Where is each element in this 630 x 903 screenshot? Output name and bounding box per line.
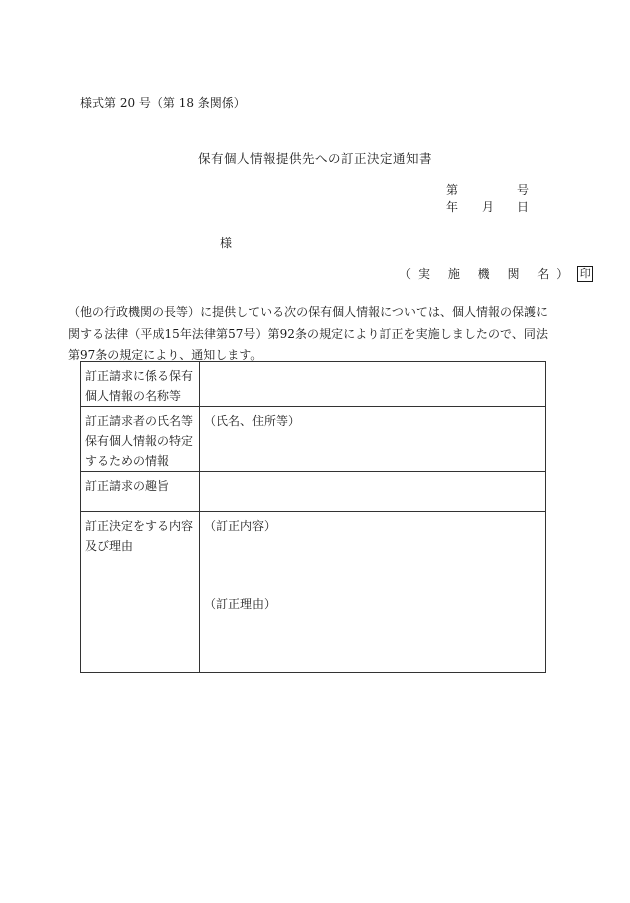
row-value-item-name bbox=[200, 362, 546, 407]
row-label-item-name: 訂正請求に係る保有個人情報の名称等 bbox=[81, 362, 200, 407]
document-title: 保有個人情報提供先への訂正決定通知書 bbox=[197, 151, 432, 166]
row-value-request-purpose bbox=[200, 472, 546, 512]
info-table bbox=[80, 361, 546, 673]
table-row bbox=[81, 472, 546, 512]
date-day-label: 日 bbox=[517, 200, 530, 214]
table-row bbox=[81, 407, 546, 472]
row-value-decision-content bbox=[200, 512, 546, 673]
form-number: 様式第 20 号（第 18 条関係） bbox=[80, 96, 246, 110]
table-row bbox=[81, 512, 546, 673]
row-label-request-purpose: 訂正請求の趣旨 bbox=[81, 472, 200, 512]
issuer-line bbox=[399, 266, 593, 282]
seal-box: 印 bbox=[577, 266, 593, 282]
correction-content-label: （訂正内容） bbox=[204, 519, 277, 533]
table-row bbox=[81, 362, 546, 407]
correction-reason-label: （訂正理由） bbox=[204, 597, 277, 611]
row-label-decision-content: 訂正決定をする内容及び理由 bbox=[81, 512, 200, 673]
date-month-label: 月 bbox=[482, 200, 495, 214]
document-number-prefix: 第 bbox=[446, 183, 459, 197]
date-year-label: 年 bbox=[446, 200, 459, 214]
recipient-honorific: 様 bbox=[220, 236, 233, 250]
issuer-label: （実 施 機 関 名） bbox=[399, 267, 576, 281]
document-number-suffix: 号 bbox=[517, 183, 530, 197]
row-value-requester-info: （氏名、住所等） bbox=[200, 407, 546, 472]
row-label-requester-info: 訂正請求者の氏名等保有個人情報の特定するための情報 bbox=[81, 407, 200, 472]
body-text: （他の行政機関の長等）に提供している次の保有個人情報については、個人情報の保護に関する法律（平成15年法律第57号）第92条の規定により訂正を実施しましたので、同法第97条の規定により、通知します。 bbox=[68, 305, 548, 362]
